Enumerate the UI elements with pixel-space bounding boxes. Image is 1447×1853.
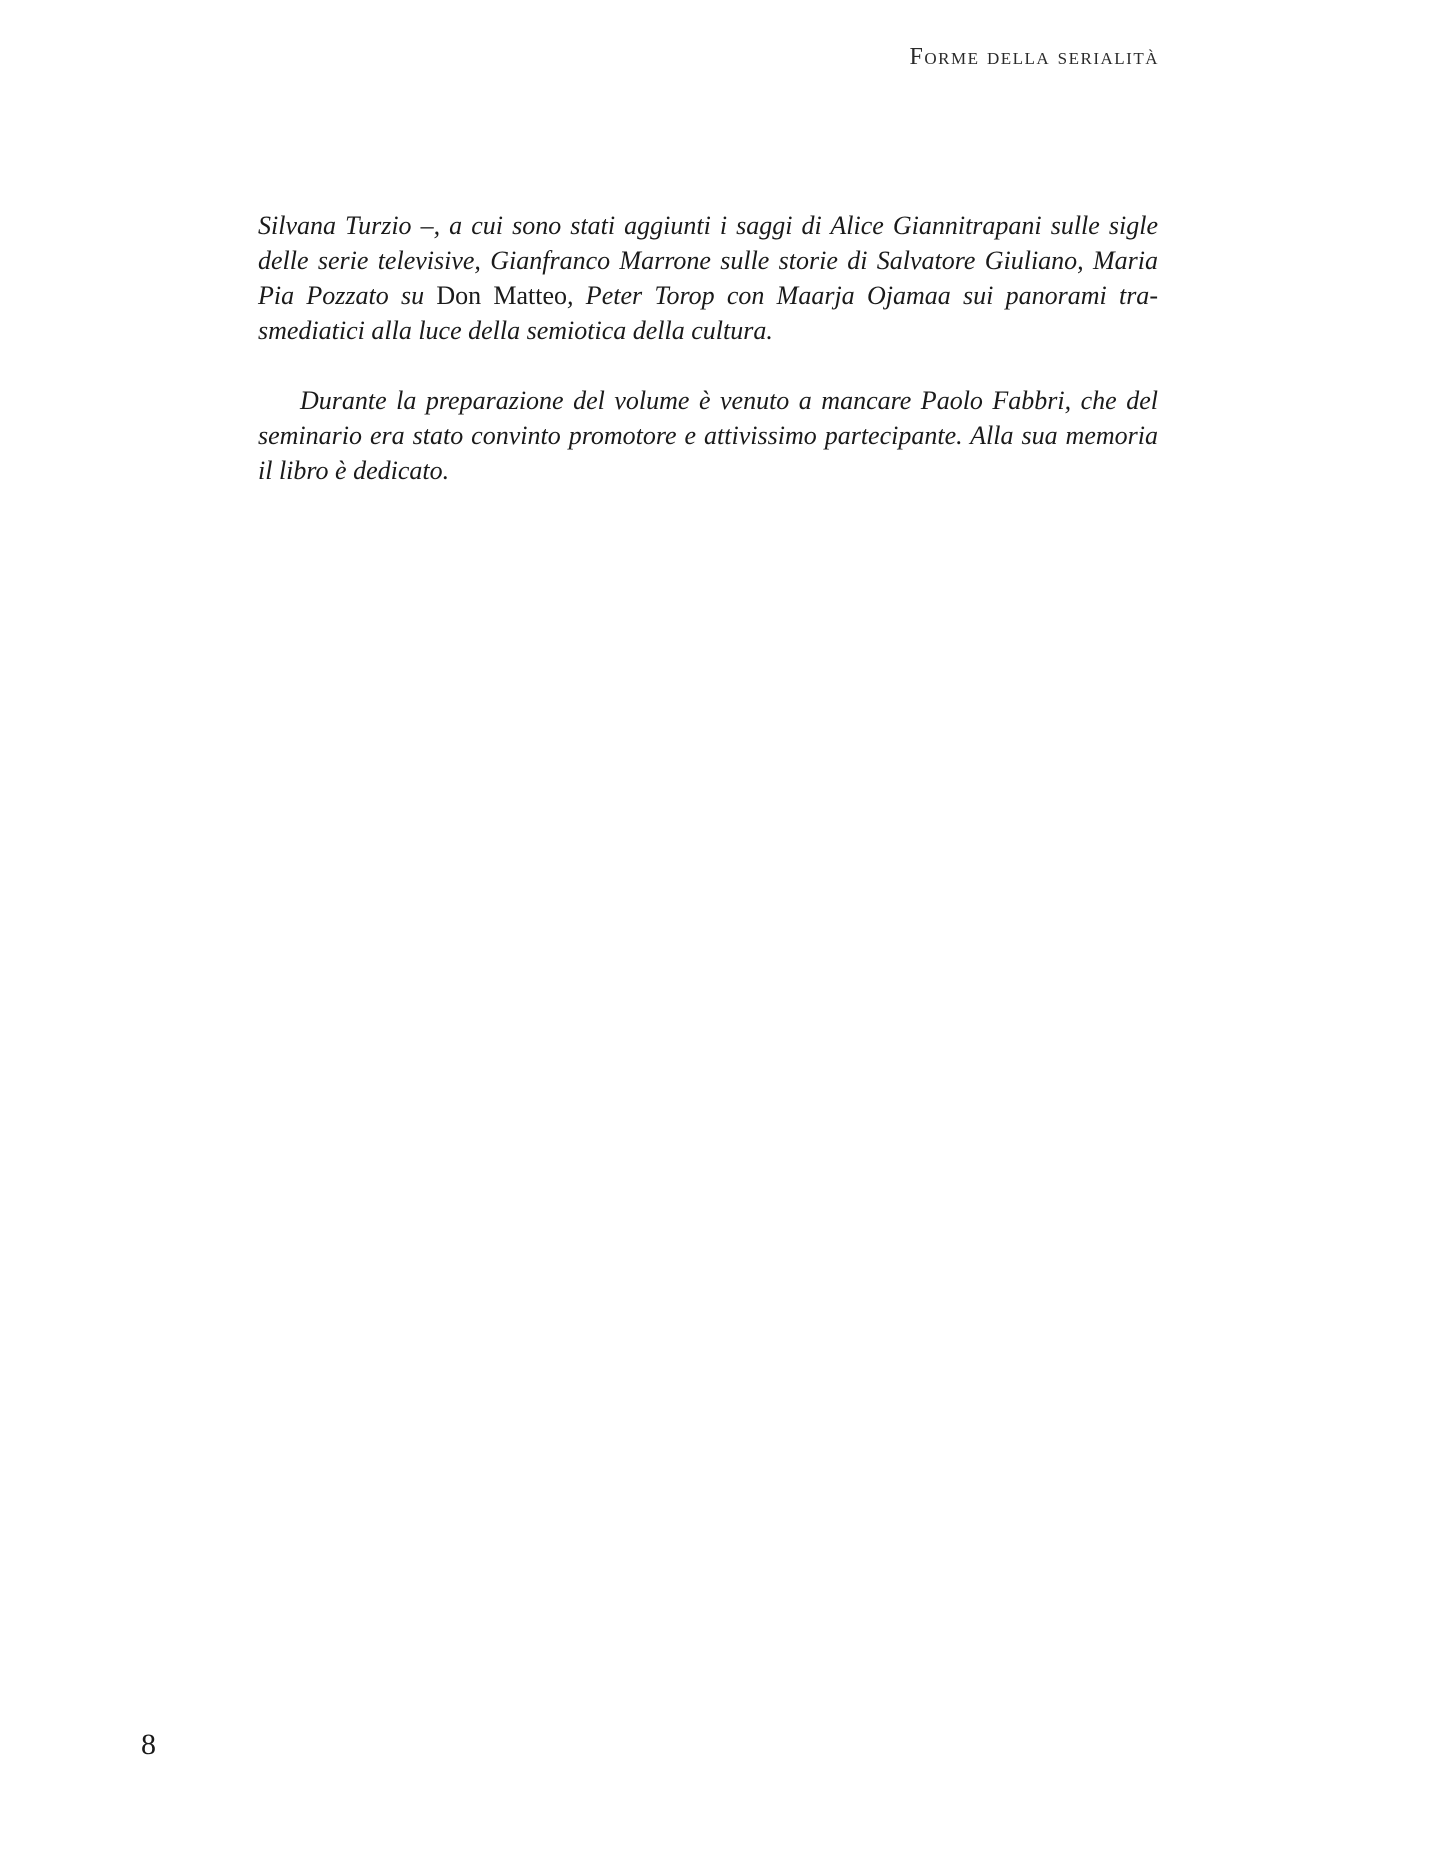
running-header: Forme della serialità bbox=[909, 44, 1159, 70]
work-title-don-matteo: Don Matteo bbox=[436, 281, 568, 310]
paragraph-1-part-2: , Peter Torop con Maarja Ojamaa sui panorami trasmediatici alla luce della semiotica della cultura. bbox=[258, 281, 1158, 345]
paragraph-2: Durante la preparazione del volume è venuto a mancare Paolo Fabbri, che del seminario era stato convinto promotore e attivissimo partecipante. Alla sua memoria il libro è dedicato. bbox=[258, 386, 1158, 485]
page-number: 8 bbox=[141, 1728, 156, 1761]
body-text bbox=[258, 208, 1158, 488]
paragraph-1-part-1: Silvana Turzio –, a cui sono stati aggiunti i saggi di Alice Giannitrapani sulle sigle delle serie televisive, Gianfranco Marrone sulle storie di Salvatore Giuliano, Maria Pia Pozzato su bbox=[258, 211, 1158, 310]
paragraph-1 bbox=[258, 208, 1158, 348]
